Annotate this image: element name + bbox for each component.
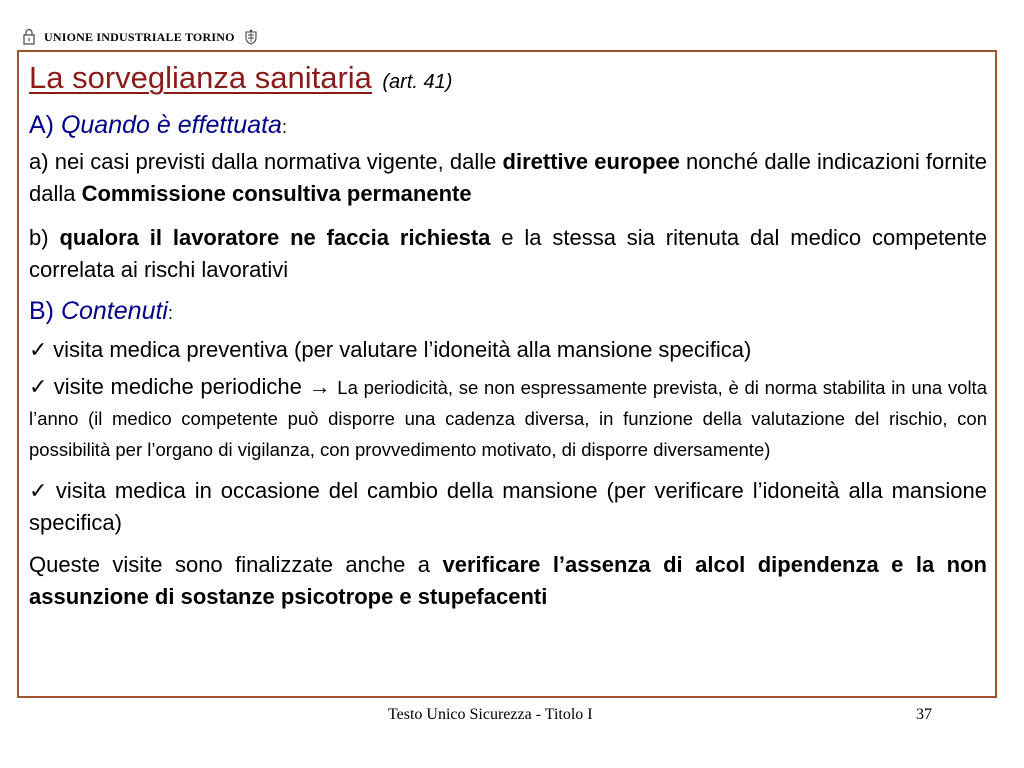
content-item-3-text: visita medica in occasione del cambio della mansione (per verificare l’idoneità alla mansione specifica) <box>29 478 987 535</box>
content-item-2 <box>29 372 987 465</box>
lock-emblem-icon <box>22 29 36 45</box>
content-item-1-text: visita medica preventiva (per valutare l’idoneità alla mansione specifica) <box>53 337 752 362</box>
content-item-1 <box>29 334 987 366</box>
title-line <box>29 60 987 102</box>
section-b-letter: B) <box>29 297 54 325</box>
section-a-item-a <box>29 146 987 210</box>
item-b-text-2: e la stessa sia ritenuta dal medico competente correlata ai rischi lavorativi <box>29 225 988 282</box>
section-b-colon: : <box>167 303 173 323</box>
section-b-heading <box>29 296 987 328</box>
content-item-2-detail: La periodicità, se non espressamente prevista, è di norma stabilita in una volta l’anno (il medico competente può disporre una cadenza diversa, in funzione della valutazione del rischio, con possibilità per l’organo di vigilanza, con provvedimento motivato, di disporre diversamente) <box>29 377 987 460</box>
closing-bold-1: verificare l’assenza di alcol dipendenza e la non assunzione di sostanze psicotrope e stupefacenti <box>29 552 987 609</box>
crest-emblem-icon <box>243 29 257 45</box>
check-icon: ✓ <box>29 374 48 399</box>
content-item-3 <box>29 475 987 539</box>
check-icon: ✓ <box>29 337 48 362</box>
content-item-2-text: visite mediche periodiche <box>53 374 302 399</box>
item-b-text-1: b) <box>29 225 60 250</box>
item-a-bold-1: direttive europee <box>502 149 680 174</box>
org-name: UNIONE INDUSTRIALE TORINO <box>44 29 235 44</box>
section-a-heading <box>29 110 987 142</box>
closing-text-1: Queste visite sono finalizzate anche a <box>29 552 443 577</box>
item-a-bold-2: Commissione consultiva permanente <box>81 181 472 206</box>
item-b-bold-1: qualora il lavoratore ne faccia richiesta <box>59 225 491 250</box>
section-a-title: Quando è effettuata <box>60 111 282 139</box>
section-b-title: Contenuti <box>60 297 168 325</box>
page-number: 37 <box>916 706 932 723</box>
slide-content <box>29 60 987 613</box>
arrow-right-icon: → <box>308 374 331 399</box>
item-a-text-1: a) nei casi previsti dalla normativa vigente, dalle <box>29 149 503 174</box>
article-reference: (art. 41) <box>382 71 453 93</box>
closing-paragraph <box>29 549 987 613</box>
slide-title: La sorveglianza sanitaria <box>29 60 372 95</box>
item-a-text-2: nonché dalle indicazioni fornite dalla <box>29 149 988 206</box>
section-a-letter: A) <box>29 111 54 139</box>
section-a-item-b <box>29 222 987 286</box>
section-a-colon: : <box>281 117 287 137</box>
header <box>22 26 257 48</box>
footer-title: Testo Unico Sicurezza - Titolo I <box>388 706 593 723</box>
check-icon: ✓ <box>29 478 48 503</box>
